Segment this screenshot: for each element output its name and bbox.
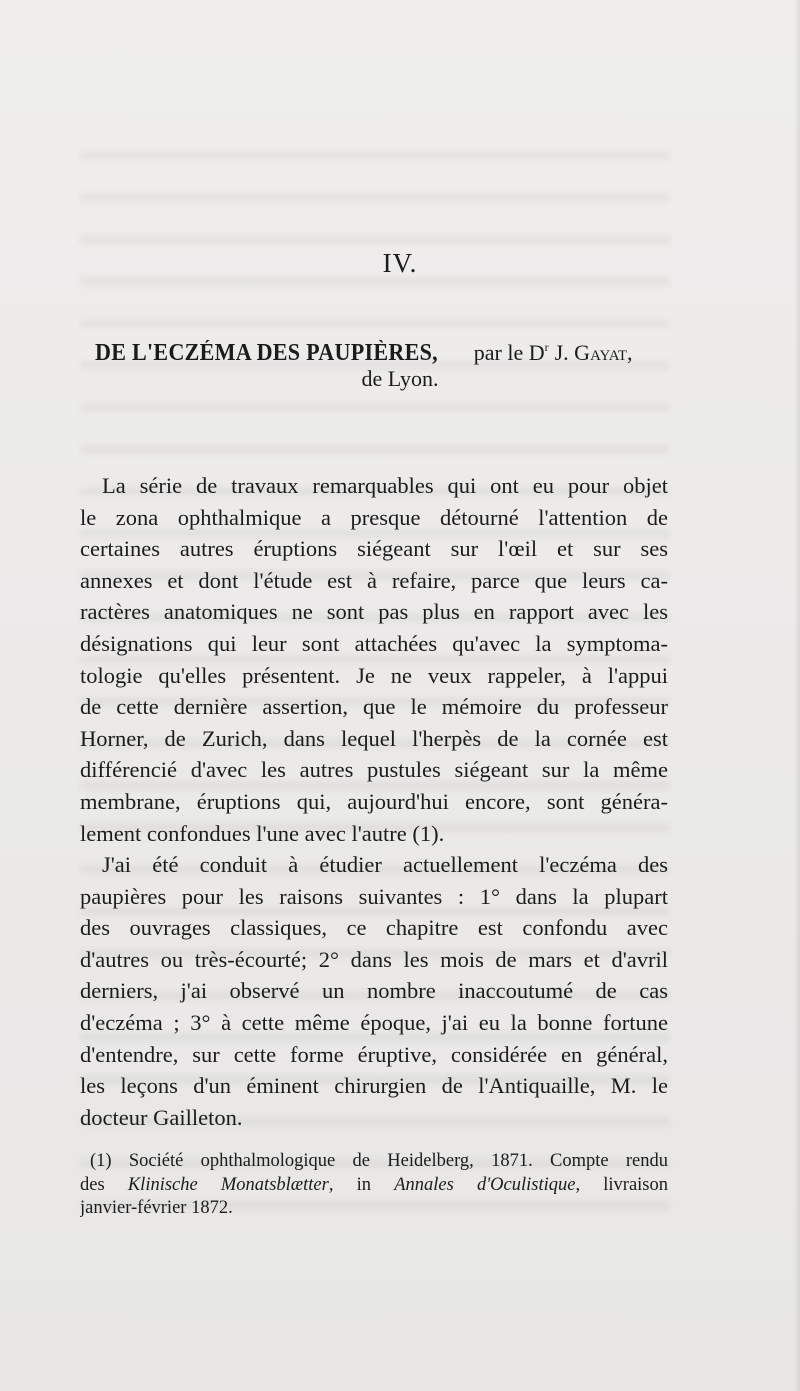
text-line: tologie qu'elles présentent. Je ne veux rappeler, à l'appui <box>80 662 668 688</box>
text-line: ractères anatomiques ne sont pas plus en rapport avec les <box>80 599 668 625</box>
title-by: par le D <box>473 340 545 365</box>
text-line: certaines autres éruptions siégeant sur l'œil et sur ses <box>80 536 668 562</box>
text-line: d'eczéma ; 3° à cette même époque, j'ai eu la bonne fortune <box>80 1009 668 1035</box>
text-line: J'ai été conduit à étudier actuellement l'eczéma des <box>102 852 668 877</box>
footnote <box>80 1150 668 1221</box>
title-author: J. Gayat, <box>554 340 633 365</box>
footnote-line <box>80 1174 668 1198</box>
footnote-journal-title: Klinische Monatsblætter <box>127 1174 329 1195</box>
text-line: membrane, éruptions qui, aujourd'hui encore, sont généra- <box>80 788 668 814</box>
text-line: des ouvrages classiques, ce chapitre est confondu avec <box>80 915 668 941</box>
text-line: lement confondues l'une avec l'autre (1). <box>80 820 445 846</box>
text-line: le zona ophthalmique a presque détourné l'attention de <box>80 504 668 530</box>
text-line: d'autres ou très-écourté; 2° dans les mois de mars et d'avril <box>80 946 668 972</box>
text-line: La série de travaux remarquables qui ont eu pour objet <box>102 473 668 498</box>
text-line: annexes et dont l'étude est à refaire, parce que leurs ca- <box>80 567 668 593</box>
footnote-text: , livraison <box>575 1174 668 1195</box>
footnote-line: (1) Société ophthalmologique de Heidelberg, 1871. Compte rendu <box>90 1151 668 1171</box>
text-line: d'entendre, sur cette forme éruptive, considérée en général, <box>80 1041 668 1067</box>
title-main: DE L'ECZÉMA DES PAUPIÈRES, <box>95 340 438 366</box>
page-edge <box>794 0 800 1391</box>
footnote-text: , in <box>328 1174 395 1195</box>
footnote-text: des <box>80 1174 128 1195</box>
text-line: les leçons d'un éminent chirurgien de l'Antiquaille, M. le <box>80 1073 668 1099</box>
article-title <box>95 340 735 367</box>
text-line: paupières pour les raisons suivantes : 1° dans la plupart <box>80 883 668 909</box>
article-subtitle: de Lyon. <box>361 366 439 391</box>
title-by-sup: r <box>544 340 549 354</box>
text-line: derniers, j'ai observé un nombre inaccoutumé de cas <box>80 978 668 1004</box>
footnote-journal-title: Annales d'Oculistique <box>394 1174 576 1195</box>
text-line: Horner, de Zurich, dans lequel l'herpès de la cornée est <box>80 725 668 751</box>
text-line: différencié d'avec les autres pustules siégeant sur la même <box>80 757 668 783</box>
paragraph-2 <box>80 849 668 1133</box>
section-number: IV. <box>382 248 418 278</box>
footnote-line: janvier-février 1872. <box>80 1198 233 1218</box>
paragraph-1 <box>80 470 668 849</box>
text-line: de cette dernière assertion, que le mémoire du professeur <box>80 694 668 720</box>
text-line: docteur Gailleton. <box>80 1104 243 1130</box>
text-line: désignations qui leur sont attachées qu'avec la symptoma- <box>80 630 668 656</box>
